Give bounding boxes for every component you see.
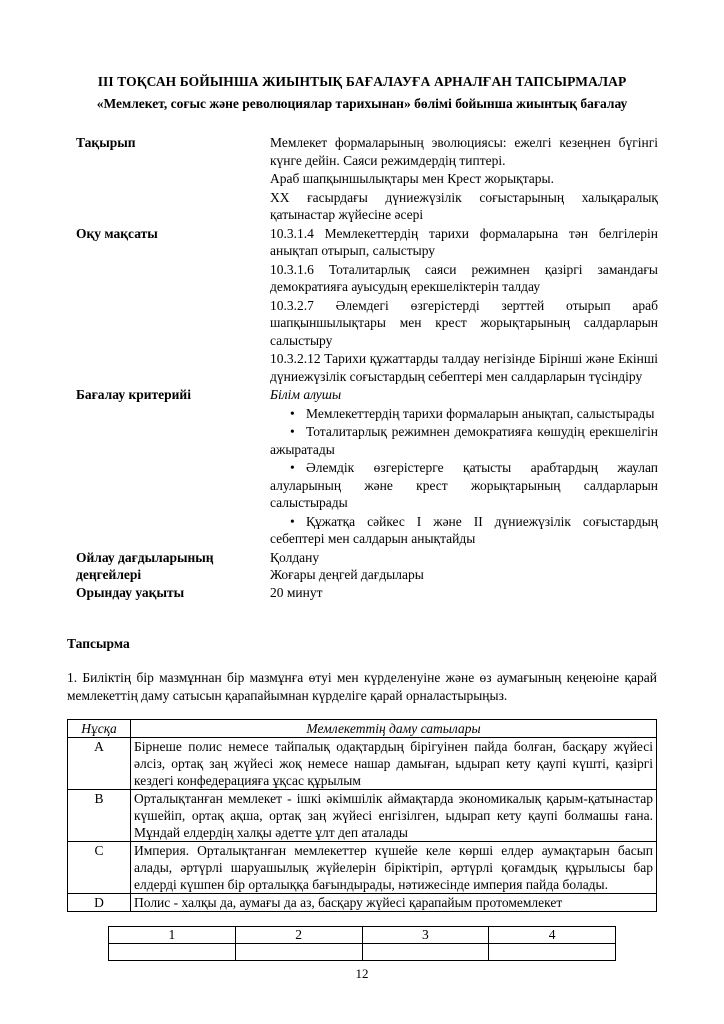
stages-table [67,719,657,912]
task-question: 1. Биліктің бір мазмұннан бір мазмұнға өтуі мен күрделенуіне және өз аумағының кеңеюіне қарай мемлекеттің даму сатысын қарапайымнан күрделіге қарай орналастырыңыз. [67,670,657,703]
bullet-icon: • [290,405,295,421]
topic-line: Араб шапқыншылықтары мен Крест жорықтары. [270,171,554,186]
option-cell: B [68,790,131,842]
option-cell: D [68,894,131,912]
answer-table [108,926,616,961]
bullet-icon: • [290,424,295,439]
bullet-icon: • [290,460,295,475]
criteria-item: • Мемлекеттердің тарихи формаларын анықтап, салыстырады [290,405,655,421]
assessment-info-table [76,134,658,601]
skills-label: Ойлау дағдыларының [76,549,214,565]
goal-label: Оқу мақсаты [76,225,158,241]
criteria-item: • Әлемдік өзгерістерге қатысты арабтардың жаулап алуларының және крест жорықтарының салдарларын салыстырады [270,460,658,510]
topic-row [76,134,658,225]
stages-header: Мемлекеттің даму сатылары [131,720,657,738]
table-row [68,790,657,842]
topic-label: Тақырып [76,135,136,150]
stage-text: Империя. Орталықтанған мемлекеттер күшейе келе көрші елдер аумақтарын басып алады, әртүрлі шаруашылық жүйелерін біріктіріп, әртүрлі қоғамдық құрылысы бар елдерді күшпен бір орталыққа бағындырады, нәтижесінде империя пайда болады. [131,842,657,894]
goal-item: 10.3.1.4 Мемлекеттердің тарихи формаларына тән белгілерін анықтап отырып, салыстыру [270,225,658,258]
answer-input-cell[interactable] [362,944,489,961]
page-number: 12 [355,966,369,981]
answer-slot[interactable]: 1 [109,927,236,944]
stages-header-row [68,720,657,738]
answer-input-cell[interactable] [109,944,236,961]
answer-slot[interactable]: 4 [489,927,616,944]
goal-item: 10.3.2.12 Тарихи құжаттарды талдау негізінде Бірінші және Екінші дүниежүзілік соғыстардың себептері мен салдарларын түсіндіру [270,351,658,384]
time-row [76,584,658,602]
option-cell: A [68,738,131,790]
table-row [68,894,657,912]
stage-text: Бірнеше полис немесе тайпалық одақтардың бірігуінен пайда болған, басқару жүйесі әлсіз, ортақ заң жүйесі жоқ немесе нашар дамыған, ыдырап кету қаупі күшті, қазіргі кездегі конфедерацияға ұқсас құрылым [131,738,657,790]
stage-text: Орталықтанған мемлекет - ішкі әкімшілік аймақтарда экономикалық қарым-қатынастар күшейіп, ортақ ақша, ортақ заң жүйесі енгізілген, ыдырап кету қаупі болмашы ғана. Мұндай елдердің халқы әдетте ұлт деп аталады [131,790,657,842]
skills-value: Қолдану [270,549,320,565]
topic-line: Мемлекет формаларының эволюциясы: ежелгі кезеңнен бүгінгі күнге дейін. Саяси режимдердің типтері. [270,135,658,168]
criteria-item: • Құжатқа сәйкес I және II дүниежүзілік соғыстардың себептері мен салдарын анықтайды [270,513,658,546]
time-value: 20 минут [270,584,323,600]
skills-row [76,549,658,584]
answer-slot[interactable]: 2 [235,927,362,944]
skills-value: Жоғары деңгей дағдылары [270,567,424,582]
answer-input-cell[interactable] [489,944,616,961]
option-cell: C [68,842,131,894]
goal-item: 10.3.1.6 Тоталитарлық саяси режимнен қазіргі замандағы демократияға ауысудың ерекшеліктерін талдау [270,261,658,294]
page-title: III ТОҚСАН БОЙЫНША ЖИЫНТЫҚ БАҒАЛАУҒА АРНАЛҒАН ТАПСЫРМАЛАР [97,74,627,89]
answer-slot[interactable]: 3 [362,927,489,944]
table-row [68,738,657,790]
stage-text: Полис - халқы да, аумағы да аз, басқару жүйесі қарапайым протомемлекет [131,894,657,912]
criteria-item: • Тоталитарлық режимнен демократияға көшудің ерекшелігін ажыратады [270,424,658,457]
skills-label: деңгейлері [76,567,142,582]
page-subtitle: «Мемлекет, соғыс және революциялар тарихынан» бөлімі бойынша жиынтық бағалау [96,96,628,111]
answer-input-cell[interactable] [235,944,362,961]
option-header: Нұсқа [68,720,131,738]
goal-row [76,225,658,387]
criteria-label: Бағалау критерийі [76,387,191,402]
bullet-icon: • [290,513,295,529]
criteria-intro: Білім алушы [270,387,342,402]
time-label: Орындау уақыты [76,584,185,600]
criteria-row [76,386,658,549]
answer-row [109,927,616,944]
task-label: Тапсырма [67,636,130,651]
table-row [68,842,657,894]
goal-item: 10.3.2.7 Әлемдегі өзгерістерді зерттей отырып араб шапқыншылықтары мен крест жорықтарының салдарларын салыстыру [270,297,658,348]
topic-line: ХХ ғасырдағы дүниежүзілік соғыстарының халықаралық қатынастар жүйесіне әсері [270,189,658,222]
answer-input-row [109,944,616,961]
